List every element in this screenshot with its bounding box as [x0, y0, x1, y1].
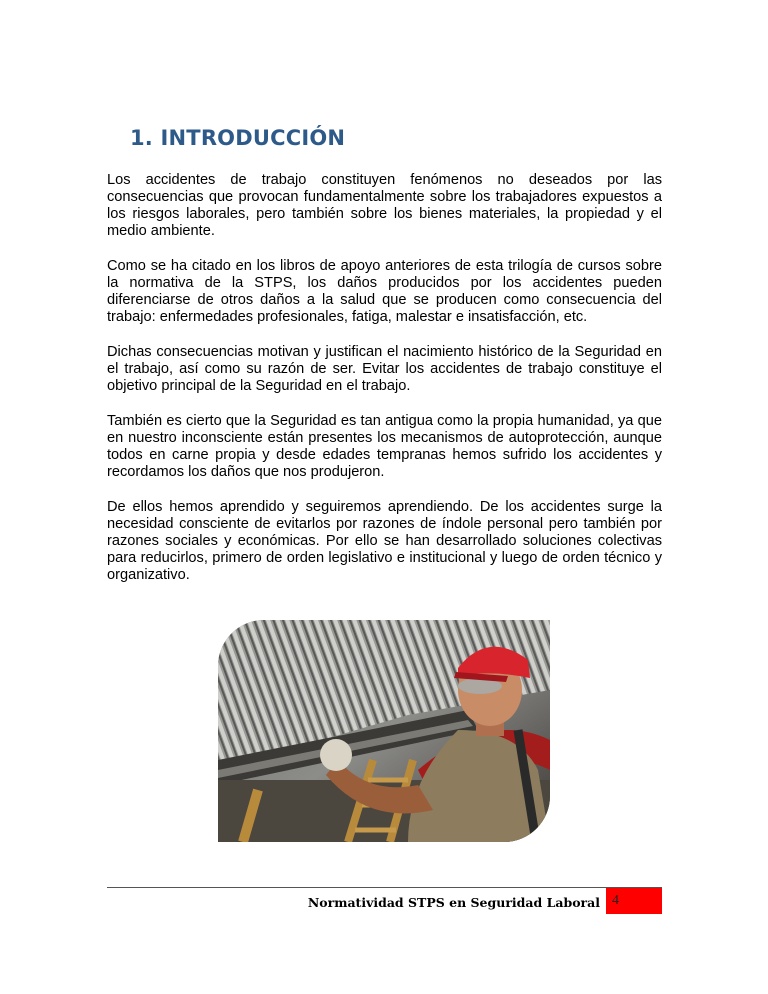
footer-title: Normatividad STPS en Seguridad Laboral — [307, 895, 600, 910]
footer-rule — [107, 887, 662, 888]
paragraph: De ellos hemos aprendido y seguiremos aprendiendo. De los accidentes surge la necesidad consciente de evitarlos por razones de índole personal pero también por razones sociales y económicas. Por ello se han desarrollado soluciones colectivas para reducirlos, primero de orden legislativo e institucional y luego de orden técnico y organizativo. — [107, 499, 662, 583]
worker-photo — [218, 620, 550, 842]
paragraph: También es cierto que la Seguridad es tan antigua como la propia humanidad, ya que en nuestro inconsciente están presentes los mecanismos de autoprotección, aunque todos en carne propia y desde edades tempranas hemos sufrido los accidentes y recordamos los daños que nos produjeron. — [107, 413, 662, 480]
section-heading: 1. INTRODUCCIÓN — [130, 126, 346, 150]
page-number: 4 — [606, 888, 662, 914]
paragraph: Los accidentes de trabajo constituyen fenómenos no deseados por las consecuencias que provocan fundamentalmente sobre los trabajadores expuestos a los riesgos laborales, pero también sobre los bienes materiales, la propiedad y el medio ambiente. — [107, 172, 662, 239]
paragraph: Como se ha citado en los libros de apoyo anteriores de esta trilogía de cursos sobre la normativa de la STPS, los daños producidos por los accidentes pueden diferenciarse de otros daños a la salud que se producen como consecuencia del trabajo: enfermedades profesionales, fatiga, malestar e insatisfacción, etc. — [107, 258, 662, 325]
body-text — [107, 172, 662, 602]
paragraph: Dichas consecuencias motivan y justifican el nacimiento histórico de la Seguridad en el trabajo, así como su razón de ser. Evitar los accidentes de trabajo constituye el objetivo principal de la Seguridad en el trabajo. — [107, 344, 662, 394]
